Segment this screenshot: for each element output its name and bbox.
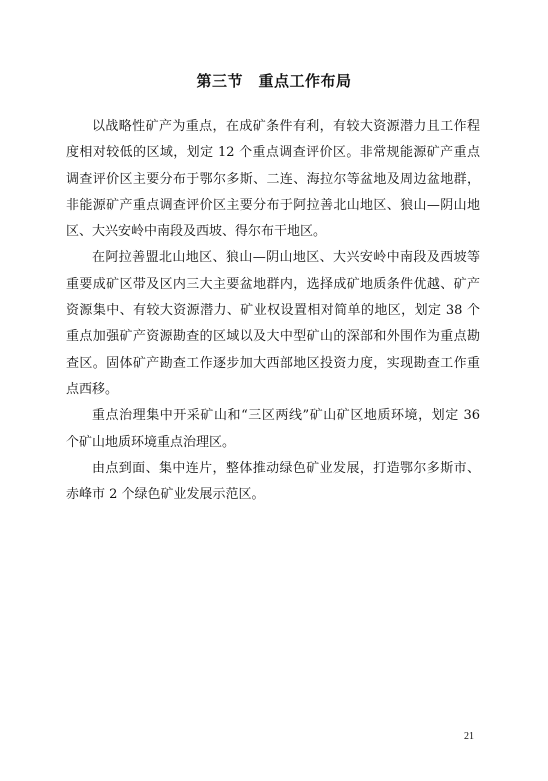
- page-number: 21: [464, 731, 474, 742]
- paragraph: 在阿拉善盟北山地区、狼山—阴山地区、大兴安岭中南段及西坡等重要成矿区带及区内三大主要盆地群内，选择成矿地质条件优越、矿产资源集中、有较大资源潜力、矿业权设置相对简单的地区，划定 38 个重点加强矿产资源勘查的区域以及大中型矿山的深部和外围作为重点勘查区。固体矿产勘查工作逐步加大西部地区投资力度，实现勘查工作重点西移。: [66, 250, 480, 397]
- body-text: [66, 114, 480, 508]
- paragraph: 以战略性矿产为重点，在成矿条件有利，有较大资源潜力且工作程度相对较低的区域，划定 12 个重点调查评价区。非常规能源矿产重点调查评价区主要分布于鄂尔多斯、二连、海拉尔等盆地及周边盆地群，非能源矿产重点调查评价区主要分布于阿拉善北山地区、狼山—阴山地区、大兴安岭中南段及西坡、得尔布干地区。: [66, 119, 480, 240]
- section-title: 第三节 重点工作布局: [196, 72, 352, 90]
- paragraph: 重点治理集中开采矿山和“三区两线”矿山矿区地质环境，划定 36 个矿山地质环境重点治理区。: [66, 408, 480, 450]
- paragraph: 由点到面、集中连片，整体推动绿色矿业发展，打造鄂尔多斯市、赤峰市 2 个绿色矿业发展示范区。: [66, 460, 480, 503]
